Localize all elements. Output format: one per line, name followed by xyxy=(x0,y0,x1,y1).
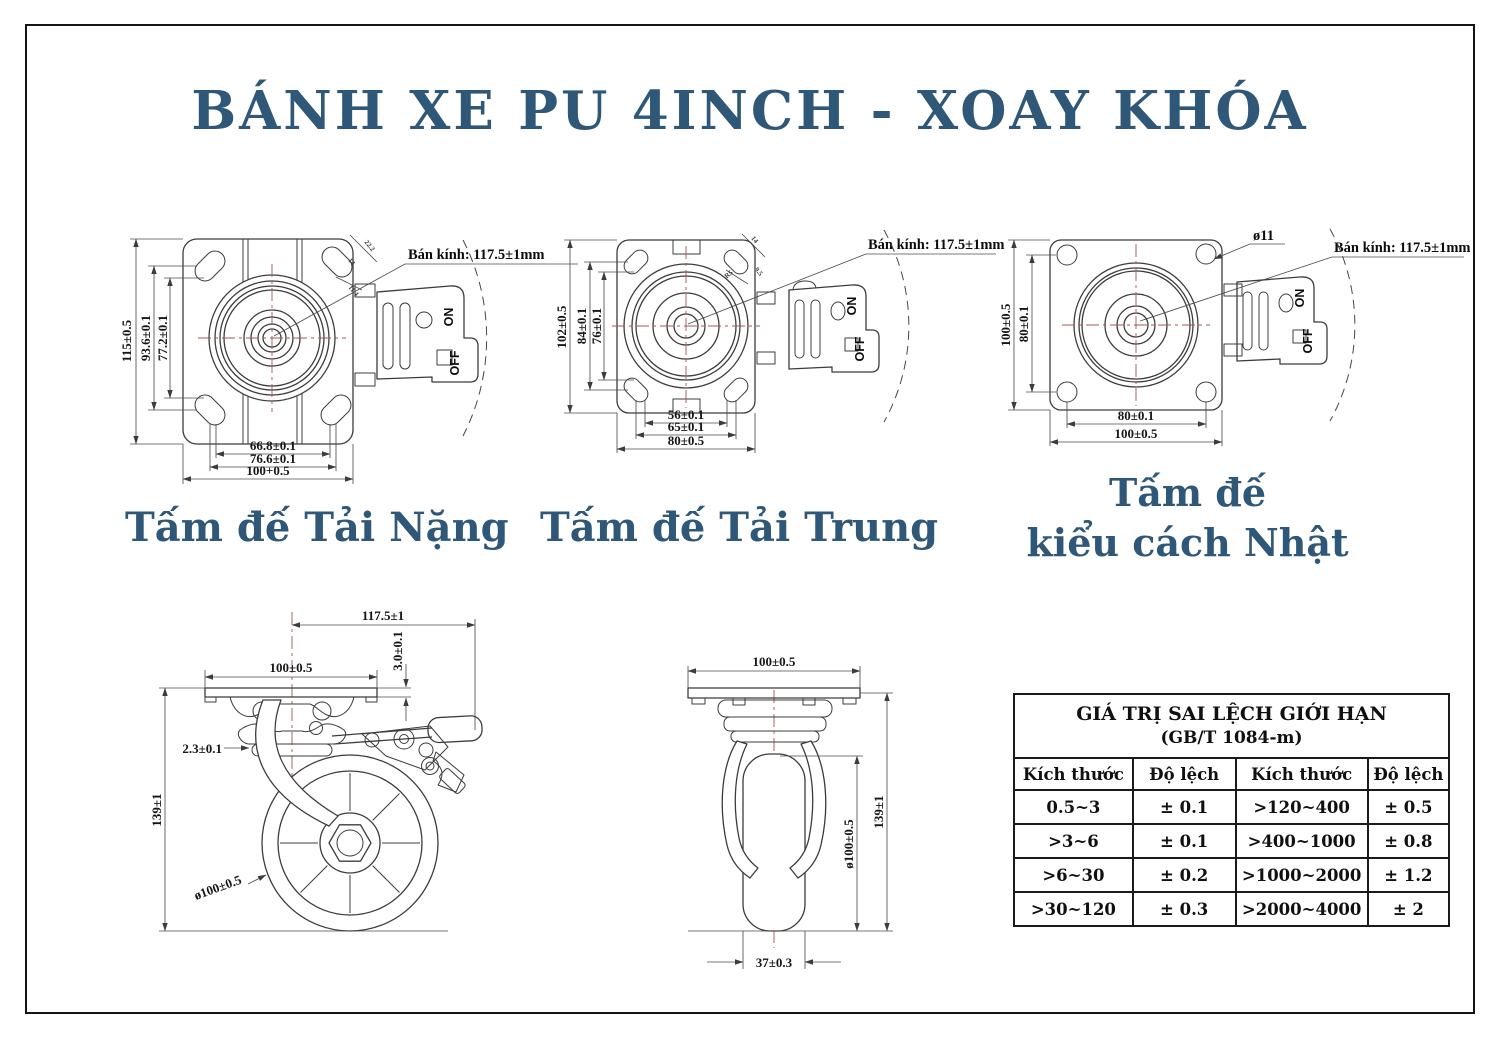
radius-note: Bán kính: 117.5±1mm xyxy=(408,247,545,263)
japanese-bolt-hole xyxy=(1196,382,1216,402)
table-row xyxy=(1014,892,1449,926)
dim-label: 139±1 xyxy=(871,795,886,829)
table-row xyxy=(1014,858,1449,892)
size-range-cell: >30~120 xyxy=(1014,892,1133,926)
dim-label: 102±0.5 xyxy=(554,305,569,349)
heavy-slot-dim: 11.4 xyxy=(346,283,361,298)
side-view-plain-drawing xyxy=(688,654,893,970)
col-header-deviation-2: Độ lệch xyxy=(1368,758,1449,790)
col-header-size-1: Kích thước xyxy=(1014,758,1133,790)
deviation-cell: ± 1.2 xyxy=(1368,858,1449,892)
medium-plate-caption: Tấm đế Tải Trung xyxy=(540,504,939,551)
dim-label: 139±1 xyxy=(149,793,164,827)
deviation-cell: ± 0.8 xyxy=(1368,824,1449,858)
dim-label: 76±0.1 xyxy=(589,307,604,345)
col-header-deviation-1: Độ lệch xyxy=(1133,758,1236,790)
japanese-bolt-hole xyxy=(1196,244,1216,264)
deviation-cell: ± 0.1 xyxy=(1133,790,1236,824)
japanese-caption-line1: Tấm đế xyxy=(1108,470,1267,515)
size-range-cell: >6~30 xyxy=(1014,858,1133,892)
tolerance-table-title-line1: GIÁ TRỊ SAI LỆCH GIỚI HẠN xyxy=(1076,702,1387,725)
japanese-brake-pedal xyxy=(1224,229,1355,421)
tolerance-table-title xyxy=(1014,694,1449,758)
dim-label: 115±0.5 xyxy=(119,319,134,363)
table-row xyxy=(1014,790,1449,824)
dim-label: 66.8±0.1 xyxy=(249,438,297,453)
japanese-plate-caption xyxy=(1015,468,1360,568)
heavy-slot-dim: 22.2 xyxy=(362,238,377,253)
size-range-cell: 0.5~3 xyxy=(1014,790,1133,824)
medium-slot-dim: 14 xyxy=(749,234,760,245)
deviation-cell: ± 2 xyxy=(1368,892,1449,926)
dim-label: 100±0.5 xyxy=(752,654,796,669)
medium-plate-drawing xyxy=(554,230,1004,453)
heavy-bolt-slot xyxy=(191,247,229,285)
dim-label: 76.6±0.1 xyxy=(249,451,297,466)
brake-on-label: ON xyxy=(442,307,456,327)
deviation-cell: ± 0.5 xyxy=(1368,790,1449,824)
dim-label: 77.2±0.1 xyxy=(155,314,170,362)
side-plate xyxy=(205,688,377,697)
deviation-cell: ± 0.1 xyxy=(1133,824,1236,858)
japanese-bolt-hole xyxy=(1057,382,1077,402)
dim-label: 80±0.5 xyxy=(667,433,705,448)
heavy-slot-dim: 14 xyxy=(346,256,357,267)
table-row xyxy=(1014,824,1449,858)
radius-note: Bán kính: 117.5±1mm xyxy=(868,237,1005,253)
size-range-cell: >400~1000 xyxy=(1236,824,1368,858)
tolerance-table xyxy=(1013,693,1450,927)
dim-label: 80±0.1 xyxy=(1016,305,1031,343)
swivel-radius-arc xyxy=(1330,229,1355,421)
medium-slot-dim: 9.5 xyxy=(752,265,765,278)
brake-off-label: OFF xyxy=(853,336,867,362)
medium-slot-dim: R5 xyxy=(722,268,735,281)
plain-wheel xyxy=(743,754,805,931)
dim-label: 93.6±0.1 xyxy=(138,314,153,362)
dim-label: 100±0.5 xyxy=(998,303,1013,347)
size-range-cell: >1000~2000 xyxy=(1236,858,1368,892)
size-range-cell: >120~400 xyxy=(1236,790,1368,824)
dim-label: 3.0±0.1 xyxy=(390,631,405,671)
medium-brake-pedal xyxy=(757,230,909,422)
size-range-cell: >2000~4000 xyxy=(1236,892,1368,926)
deviation-cell: ± 0.2 xyxy=(1133,858,1236,892)
dim-label: 100+0.5 xyxy=(246,463,290,478)
dim-label: 100±0.5 xyxy=(1114,426,1158,441)
hole-dia-label: ø11 xyxy=(1253,228,1274,244)
page-title: BÁNH XE PU 4INCH - XOAY KHÓA xyxy=(191,80,1309,142)
brake-on-label: ON xyxy=(845,296,859,316)
tolerance-table-title-line2: (GB/T 1084-m) xyxy=(1160,728,1303,749)
japanese-bolt-hole xyxy=(1057,245,1077,265)
dim-label: 65±0.1 xyxy=(667,419,705,434)
dim-label: ø100±0.5 xyxy=(841,819,856,869)
deviation-cell: ± 0.3 xyxy=(1133,892,1236,926)
dim-label: 37±0.3 xyxy=(755,955,793,970)
heavy-plate-drawing xyxy=(119,235,578,484)
japanese-caption-line2: kiểu cách Nhật xyxy=(1026,520,1349,566)
dim-label: 2.3±0.1 xyxy=(182,741,222,756)
dim-label: ø100±0.5 xyxy=(191,871,244,903)
japanese-plate-drawing xyxy=(998,228,1470,446)
dim-label: 80±0.1 xyxy=(1117,408,1155,423)
dim-label: 117.5±1 xyxy=(361,608,405,623)
heavy-brake-pedal xyxy=(355,240,487,436)
brake-off-label: OFF xyxy=(448,350,462,376)
dim-label: 56±0.1 xyxy=(667,407,705,422)
brake-off-label: OFF xyxy=(1301,328,1315,354)
heavy-plate-caption: Tấm đế Tải Nặng xyxy=(125,504,509,551)
col-header-size-2: Kích thước xyxy=(1236,758,1368,790)
heavy-bolt-slot xyxy=(317,391,355,429)
swivel-radius-arc xyxy=(884,230,909,422)
dim-label: 84±0.1 xyxy=(574,307,589,345)
radius-note: Bán kính: 117.5±1mm xyxy=(1334,240,1471,256)
heavy-bolt-slot xyxy=(191,391,229,429)
brake-on-label: ON xyxy=(1293,288,1307,308)
side-view-brake-drawing xyxy=(149,608,483,931)
size-range-cell: >3~6 xyxy=(1014,824,1133,858)
dim-label: 100±0.5 xyxy=(269,660,313,675)
